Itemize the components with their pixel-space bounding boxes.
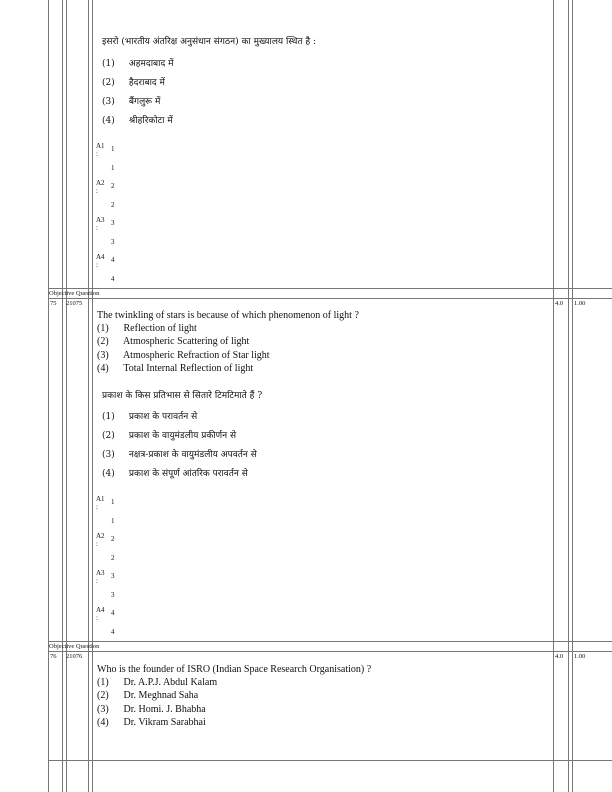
- row-border: [48, 760, 612, 761]
- section-label: Objective Question: [49, 290, 100, 297]
- option-2-hindi: [102, 428, 236, 441]
- row-border: [48, 298, 612, 299]
- answer-label: A2: [96, 179, 105, 187]
- option-3: [97, 350, 270, 361]
- col-divider-qid-right: [88, 0, 89, 792]
- answer-value: 4: [111, 256, 115, 264]
- option-number: (2): [97, 336, 109, 347]
- row-border: [48, 288, 612, 289]
- answer-label: A4: [96, 606, 105, 614]
- answer-colon: :: [96, 150, 98, 158]
- option-number: (1): [97, 323, 109, 334]
- answer-value-secondary: 1: [111, 517, 115, 525]
- option-number: (3): [97, 350, 109, 361]
- answer-label: A3: [96, 216, 105, 224]
- answer-value-secondary: 3: [111, 238, 115, 246]
- col-divider-qid: [66, 0, 67, 792]
- option-text: Atmospheric Refraction of Star light: [122, 350, 270, 361]
- col-divider-serial: [62, 0, 63, 792]
- option-number: (1): [102, 412, 115, 422]
- answer-value-secondary: 1: [111, 164, 115, 172]
- row-border: [48, 641, 612, 642]
- option-number: (4): [97, 717, 109, 728]
- option-text: हैदराबाद में: [128, 78, 165, 88]
- option-number: (3): [102, 97, 115, 107]
- answer-colon: :: [96, 187, 98, 195]
- answer-label: A1: [96, 142, 105, 150]
- option-4-hindi: [102, 466, 248, 479]
- option-2: [102, 75, 165, 88]
- answer-value: 2: [111, 535, 115, 543]
- option-1-hindi: [102, 409, 197, 422]
- option-number: (2): [102, 78, 115, 88]
- option-3: [102, 94, 160, 107]
- answer-label: A4: [96, 253, 105, 261]
- question-text-english: Who is the founder of ISRO (Indian Space Research Organisation) ?: [97, 664, 372, 675]
- option-3-hindi: [102, 447, 257, 460]
- answer-value: 4: [111, 609, 115, 617]
- option-number: (1): [97, 677, 109, 688]
- option-number: (1): [102, 59, 115, 69]
- question-id: 21076: [66, 653, 83, 660]
- question-text-hindi: इसरो (भारतीय अंतरिक्ष अनुसंधान संगठन) का मुख्यालय स्थित है :: [102, 37, 317, 47]
- option-number: (3): [102, 450, 115, 460]
- answer-colon: :: [96, 577, 98, 585]
- option-4: [97, 363, 253, 374]
- option-4: [102, 113, 173, 126]
- option-number: (4): [102, 469, 115, 479]
- answer-colon: :: [96, 224, 98, 232]
- answer-value-secondary: 4: [111, 628, 115, 636]
- option-text: Dr. Meghnad Saha: [123, 690, 199, 701]
- question-serial: 76: [50, 653, 57, 660]
- question-id: 21075: [66, 300, 83, 307]
- option-1: [97, 677, 217, 688]
- option-1: [102, 56, 174, 69]
- negative-marks: 1.00: [574, 300, 586, 307]
- option-4: [97, 717, 206, 728]
- option-2: [97, 690, 198, 701]
- option-text: Atmospheric Scattering of light: [122, 336, 250, 347]
- option-text: Total Internal Reflection of light: [123, 363, 254, 374]
- option-number: (4): [97, 363, 109, 374]
- option-number: (2): [97, 690, 109, 701]
- question-serial: 75: [50, 300, 57, 307]
- col-divider-question: [92, 0, 93, 792]
- option-text: प्रकाश के वायुमंडलीय प्रकीर्णन से: [128, 431, 237, 441]
- question-text-hindi: प्रकाश के किस प्रतिभास से सितारे टिमटिमाते हैं ?: [102, 391, 263, 401]
- option-text: अहमदाबाद में: [128, 59, 174, 69]
- col-divider-neg: [572, 0, 573, 792]
- answer-colon: :: [96, 540, 98, 548]
- col-divider-marks-right: [568, 0, 569, 792]
- answer-value-secondary: 3: [111, 591, 115, 599]
- answer-label: A3: [96, 569, 105, 577]
- answer-colon: :: [96, 503, 98, 511]
- answer-label: A2: [96, 532, 105, 540]
- answer-value: 1: [111, 498, 115, 506]
- question-text-english: The twinkling of stars is because of which phenomenon of light ?: [97, 310, 359, 321]
- option-text: Dr. A.P.J. Abdul Kalam: [123, 677, 218, 688]
- option-text: श्रीहरिकोटा में: [128, 116, 173, 126]
- marks: 4.0: [555, 300, 564, 307]
- option-text: नक्षत्र-प्रकाश के वायुमंडलीय अपवर्तन से: [128, 450, 257, 460]
- col-divider-marks: [553, 0, 554, 792]
- option-number: (3): [97, 704, 109, 715]
- option-number: (2): [102, 431, 115, 441]
- answer-colon: :: [96, 614, 98, 622]
- option-1: [97, 323, 197, 334]
- option-number: (4): [102, 116, 115, 126]
- option-2: [97, 336, 249, 347]
- option-text: Dr. Vikram Sarabhai: [123, 717, 206, 728]
- answer-value: 3: [111, 572, 115, 580]
- answer-colon: :: [96, 261, 98, 269]
- option-text: प्रकाश के परावर्तन से: [128, 412, 198, 422]
- answer-value: 2: [111, 182, 115, 190]
- negative-marks: 1.00: [574, 653, 586, 660]
- answer-value-secondary: 2: [111, 554, 115, 562]
- marks: 4.0: [555, 653, 564, 660]
- answer-label: A1: [96, 495, 105, 503]
- row-border: [48, 651, 612, 652]
- answer-value-secondary: 4: [111, 275, 115, 283]
- answer-value: 1: [111, 145, 115, 153]
- answer-value-secondary: 2: [111, 201, 115, 209]
- section-label: Objective Question: [49, 643, 100, 650]
- option-text: बैंगलुरू में: [128, 97, 161, 107]
- option-text: Dr. Homi. J. Bhabha: [123, 704, 206, 715]
- option-text: Reflection of light: [123, 323, 197, 334]
- option-text: प्रकाश के संपूर्ण आंतरिक परावर्तन से: [128, 469, 248, 479]
- table-border-left: [48, 0, 49, 792]
- answer-value: 3: [111, 219, 115, 227]
- option-3: [97, 704, 206, 715]
